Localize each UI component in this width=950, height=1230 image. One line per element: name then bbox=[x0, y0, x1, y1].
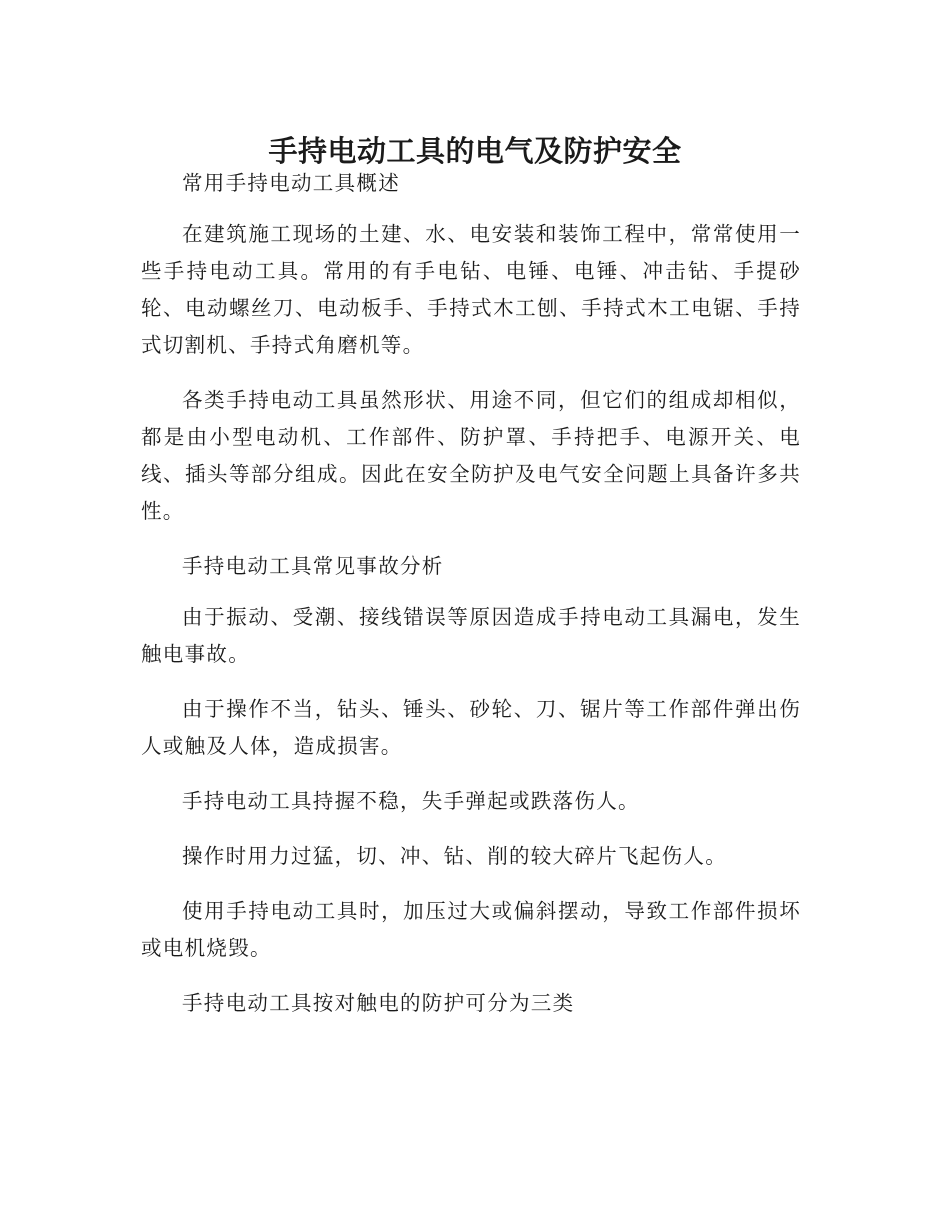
section-heading-overview: 常用手持电动工具概述 bbox=[182, 171, 400, 195]
section-heading-accidents: 手持电动工具常见事故分析 bbox=[182, 554, 444, 578]
paragraph-accident-parts-eject: 由于操作不当，钻头、锤头、砂轮、刀、锯片等工作部件弹出伤人或触及人体，造成损害。 bbox=[141, 697, 801, 758]
document-title: 手持电动工具的电气及防护安全 bbox=[268, 134, 682, 169]
section-heading-protection-classes: 手持电动工具按对触电的防护可分为三类 bbox=[182, 991, 575, 1015]
paragraph-accident-debris: 操作时用力过猛，切、冲、钻、削的较大碎片飞起伤人。 bbox=[182, 844, 727, 868]
document-body bbox=[141, 165, 801, 1036]
paragraph-common-tools: 在建筑施工现场的土建、水、电安装和装饰工程中，常常使用一些手持电动工具。常用的有手电钻、电锤、电锤、冲击钻、手提砂轮、电动螺丝刀、电动板手、手持式木工刨、手持式木工电锯、手持式切割机、手持式角磨机等。 bbox=[141, 222, 801, 357]
paragraph-accident-leakage: 由于振动、受潮、接线错误等原因造成手持电动工具漏电，发生触电事故。 bbox=[141, 605, 801, 666]
paragraph-accident-grip: 手持电动工具持握不稳，失手弹起或跌落伤人。 bbox=[182, 789, 640, 813]
paragraph-accident-overload: 使用手持电动工具时，加压过大或偏斜摆动，导致工作部件损坏或电机烧毁。 bbox=[141, 899, 801, 960]
paragraph-tool-composition: 各类手持电动工具虽然形状、用途不同，但它们的组成却相似，都是由小型电动机、工作部件、防护罩、手持把手、电源开关、电线、插头等部分组成。因此在安全防护及电气安全问题上具备许多共性。 bbox=[141, 388, 801, 523]
